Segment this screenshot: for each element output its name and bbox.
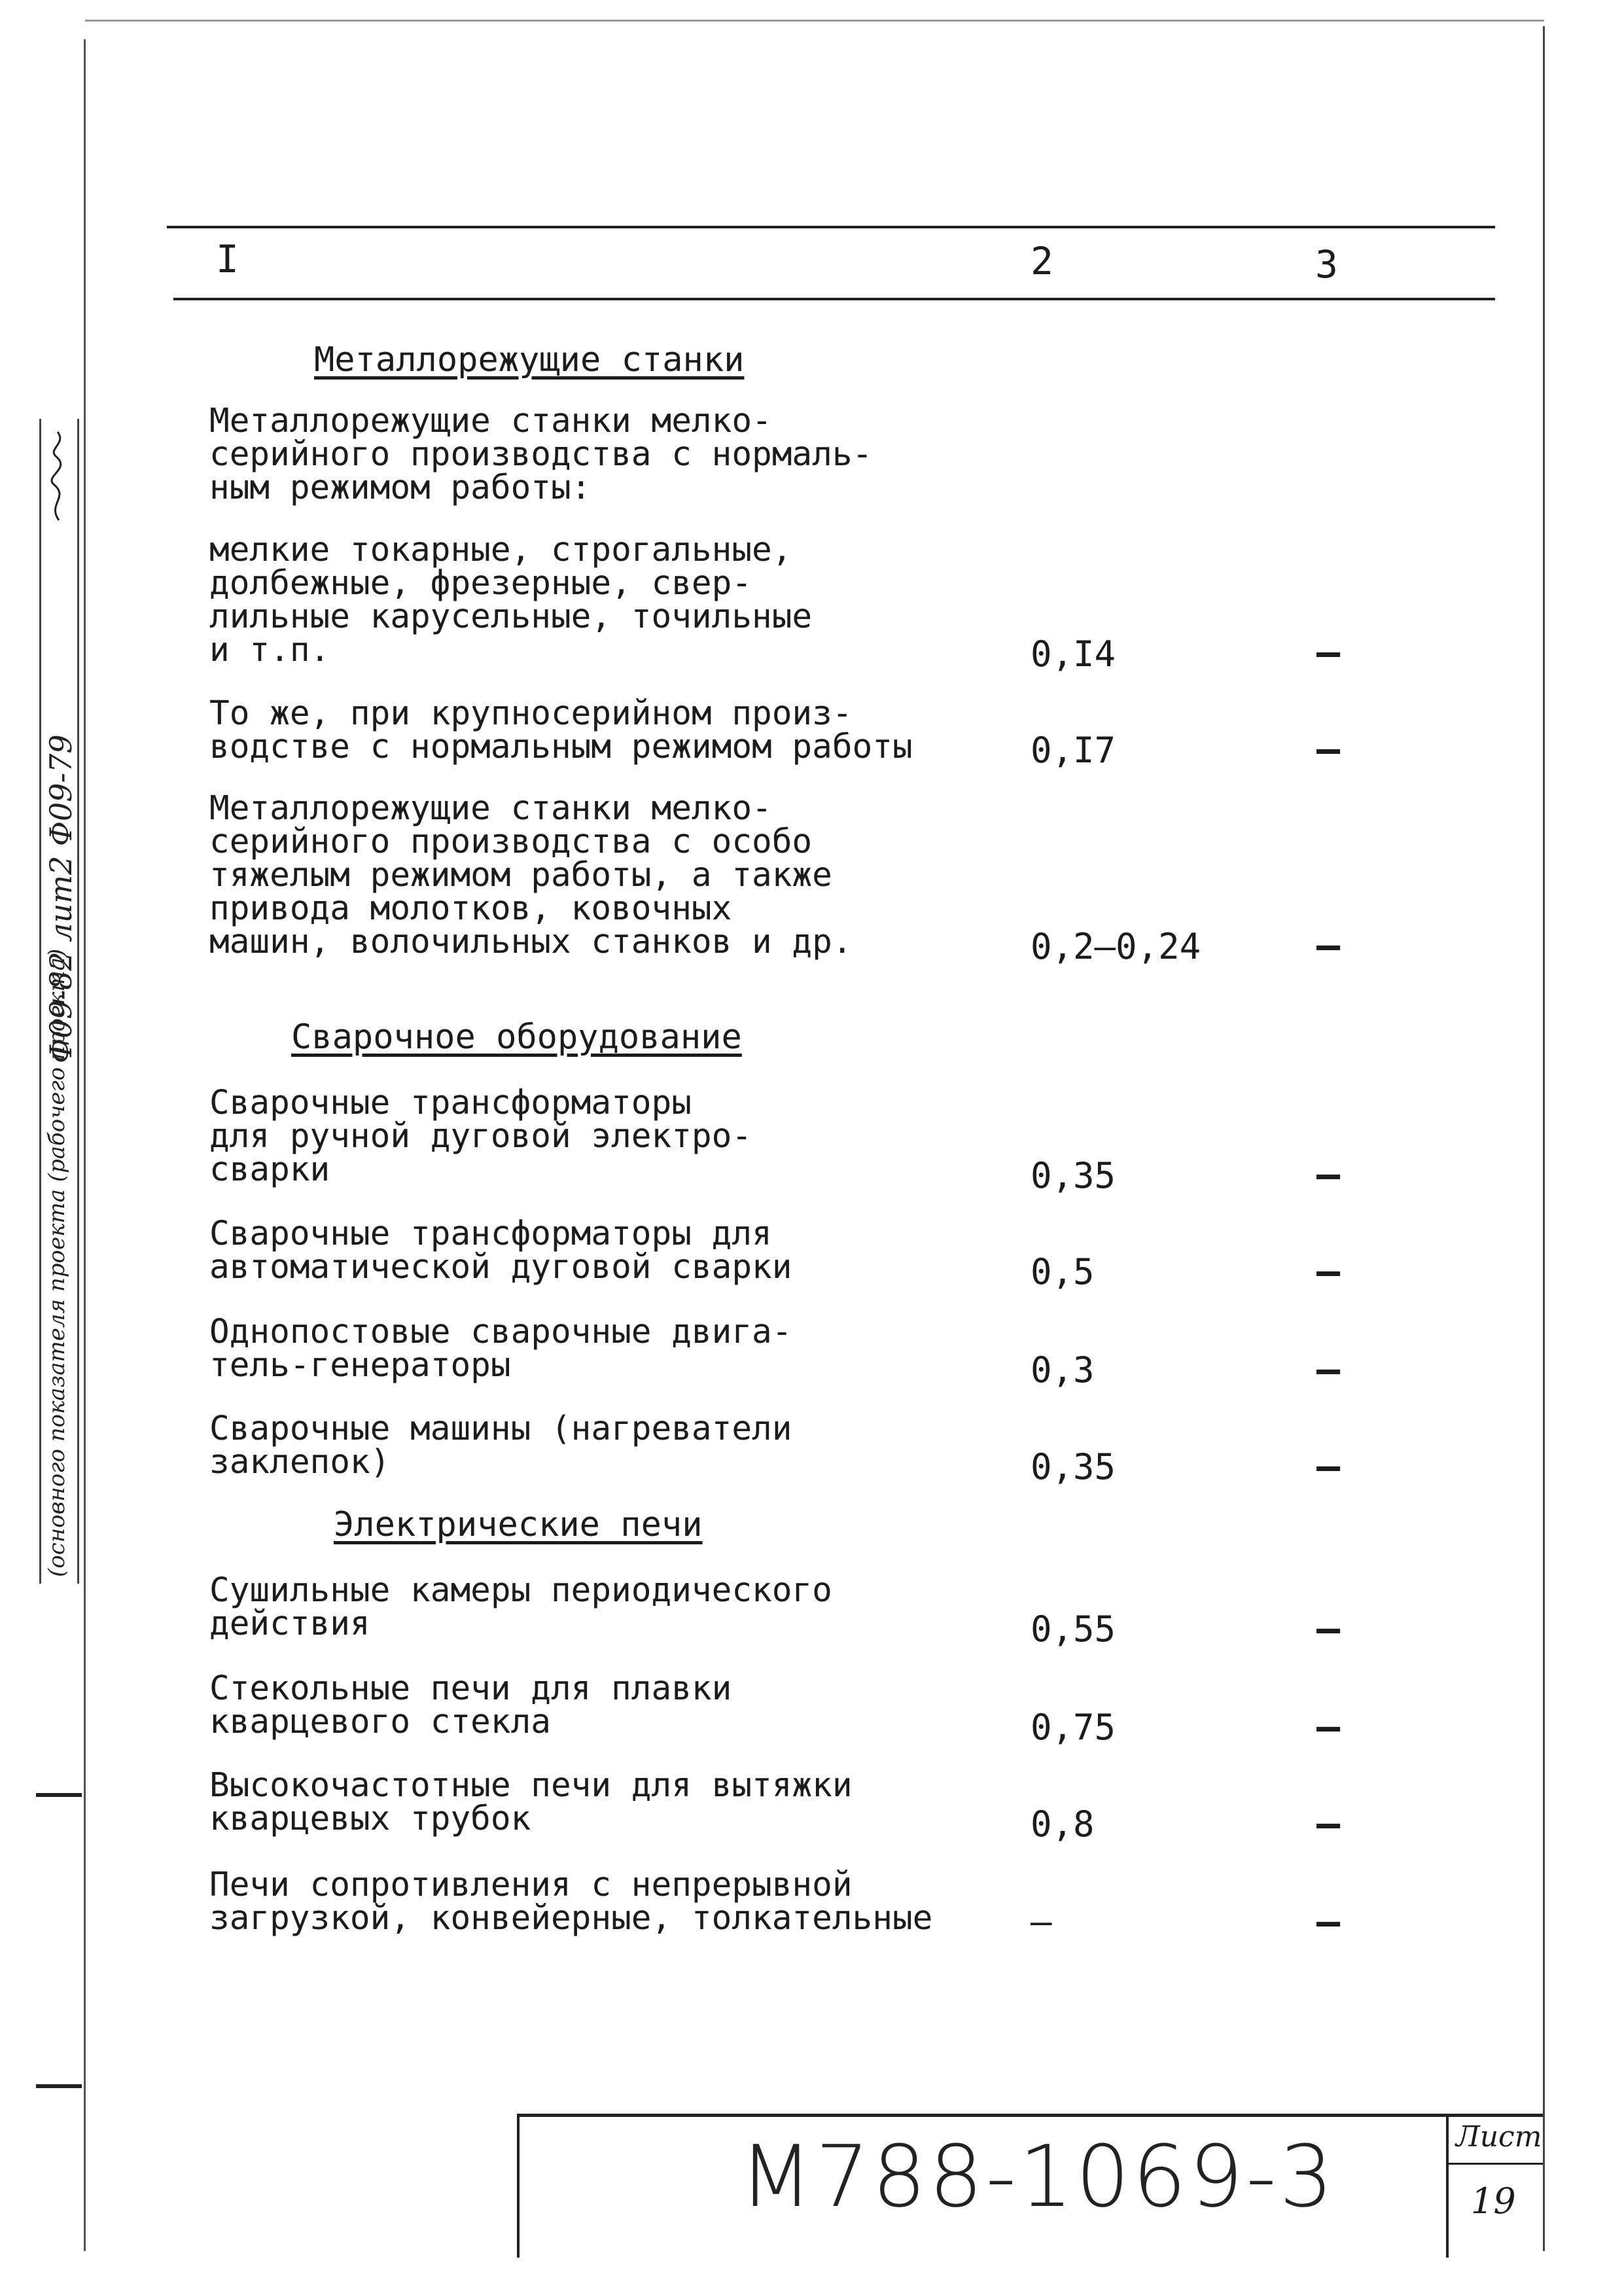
row-dash: –: [1316, 1347, 1341, 1393]
stamp-top-rule: [517, 2114, 1543, 2117]
row-value: 0,75: [1031, 1707, 1116, 1748]
document-code: М788-1069-3: [739, 2127, 1336, 2226]
row-value: 0,55: [1031, 1608, 1116, 1650]
row-desc: Сварочные машины (нагреватели заклепок): [209, 1410, 792, 1482]
row-value: 0,8: [1031, 1803, 1095, 1845]
row-value: 0,35: [1031, 1446, 1116, 1487]
header-col1: I: [216, 237, 239, 281]
row-value: 0,2–0,24: [1031, 926, 1201, 967]
row-dash: –: [1316, 726, 1341, 772]
row-desc: Металлорежущие станки мелко- серийного производства с особо тяжелым режимом работы, а также привода молотков, ковочных машин, волочильных станков и др.: [209, 789, 853, 961]
header-col2: 2: [1031, 239, 1053, 283]
row-dash: –: [1316, 1704, 1341, 1750]
section-title-welding: Сварочное оборудование: [291, 1018, 742, 1057]
margin-column-line: [39, 419, 41, 1584]
row-dash: –: [1316, 1606, 1341, 1652]
row-desc: Сварочные трансформаторы для автоматической дуговой сварки: [209, 1215, 792, 1287]
row-value: 0,5: [1031, 1251, 1095, 1292]
row-dash: –: [1316, 630, 1341, 675]
left-border: [84, 39, 86, 2251]
row-desc: Металлорежущие станки мелко- серийного производства с нормаль- ным режимом работы:: [209, 402, 873, 507]
row-desc: Стекольные печи для плавки кварцевого стекла: [209, 1669, 732, 1741]
row-desc: Печи сопротивления с непрерывной загрузкой, конвейерные, толкательные: [209, 1866, 933, 1938]
row-value: 0,3: [1031, 1349, 1095, 1391]
row-dash: –: [1316, 1899, 1341, 1945]
stamp-sheet-rule: [1446, 2114, 1449, 2258]
row-desc: Высокочастотные печи для вытяжки кварцевых трубок: [209, 1766, 853, 1838]
margin-note: (основного показателя проекта (рабочего проекта): [44, 948, 70, 1577]
top-scan-line: [85, 20, 1544, 22]
sheet-number: 19: [1471, 2180, 1516, 2222]
row-dash: –: [1316, 923, 1341, 968]
header-col3: 3: [1315, 242, 1338, 287]
row-value: 0,I4: [1031, 633, 1116, 675]
row-desc: То же, при крупносерийном произ- водстве с нормальным режимом работы: [209, 694, 913, 766]
stamp-sheet-split: [1446, 2163, 1543, 2165]
row-desc: Сварочные трансформаторы для ручной дуговой электро- сварки: [209, 1084, 752, 1189]
row-dash: –: [1316, 1801, 1341, 1847]
row-value: –: [1031, 1901, 1052, 1942]
row-desc: мелкие токарные, строгальные, долбежные, фрезерные, свер- лильные карусельные, точильные и т.п.: [209, 531, 813, 669]
stamp-left-rule: [517, 2114, 520, 2258]
row-desc: Однопостовые сварочные двига- тель-генераторы: [209, 1313, 792, 1385]
row-desc: Сушильные камеры периодического действия: [209, 1571, 832, 1643]
row-value: 0,35: [1031, 1155, 1116, 1196]
row-value: 0,I7: [1031, 730, 1116, 771]
sheet-label: Лист: [1456, 2120, 1542, 2154]
table-top-rule: [167, 226, 1495, 228]
section-title-machine-tools: Металлорежущие станки: [314, 340, 745, 380]
row-dash: –: [1316, 1249, 1341, 1294]
margin-signature: [41, 425, 77, 524]
row-dash: –: [1316, 1152, 1341, 1198]
margin-codes: Ф09-82 лит2 Ф09-79: [43, 734, 79, 1063]
margin-tick: [36, 1793, 82, 1797]
section-title-electric-furnaces: Электрические печи: [334, 1505, 703, 1544]
right-border: [1543, 26, 1545, 2251]
row-dash: –: [1316, 1444, 1341, 1489]
table-header-rule: [173, 298, 1495, 300]
margin-tick: [36, 2084, 82, 2088]
